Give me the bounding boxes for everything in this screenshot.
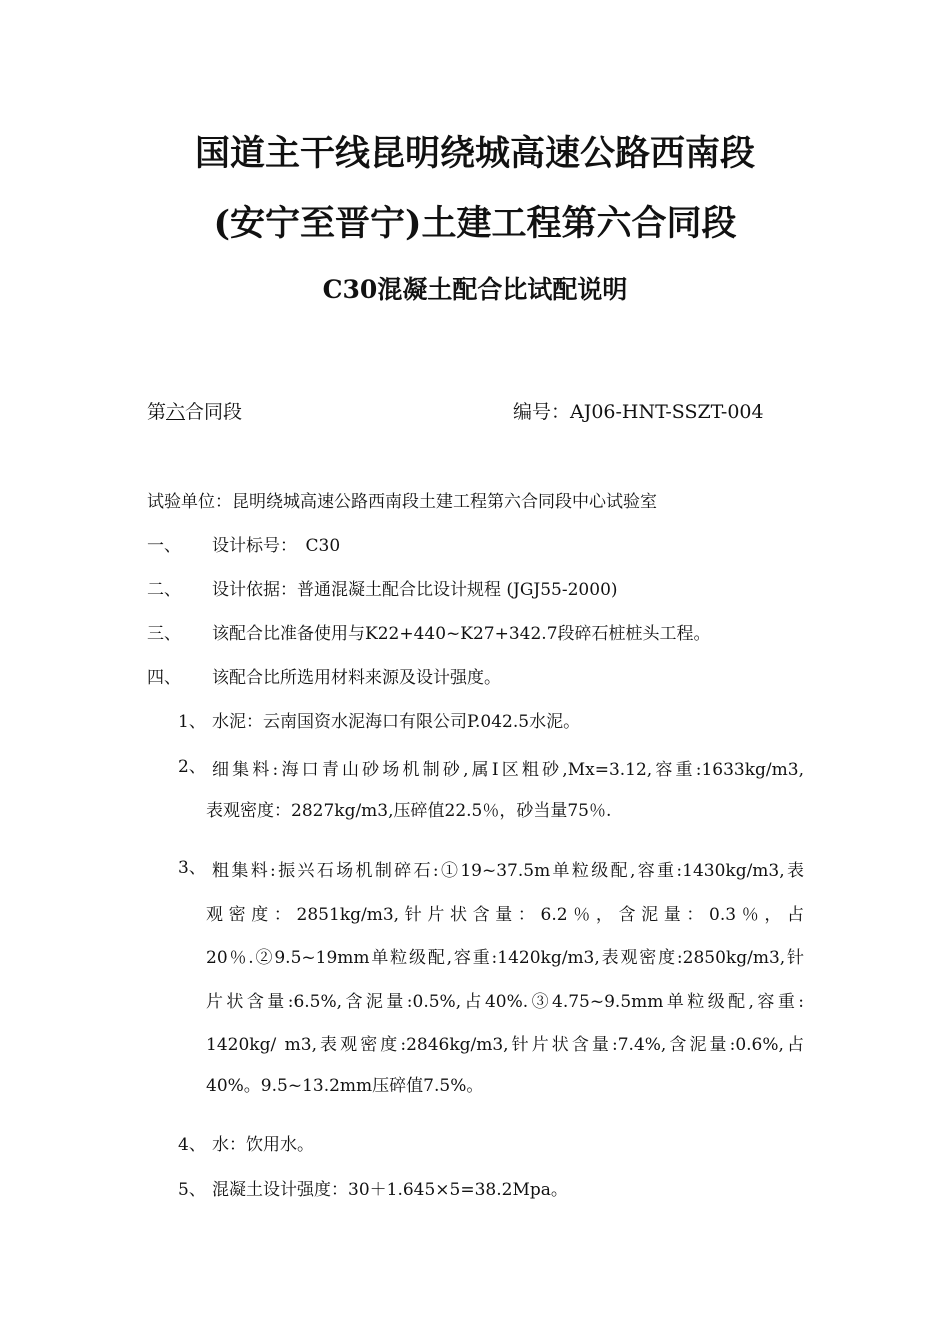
item-number-4: 四、 <box>147 668 181 688</box>
section-prefix: 第 <box>147 401 167 423</box>
fine-aggregate-number: 2、 <box>178 757 206 777</box>
item-text-1: 设计标号： C30 <box>212 536 341 556</box>
coarse-aggregate-number: 3、 <box>178 858 206 878</box>
contract-section <box>147 400 242 424</box>
coarse-aggregate-line-2: 观密度：2851kg/m3,针片状含量：6.2％，含泥量：0.3％，占 <box>206 905 804 925</box>
item-text-4: 该配合比所选用材料来源及设计强度。 <box>212 668 501 688</box>
item-number-1: 一、 <box>147 536 181 556</box>
cement-number: 1、 <box>178 712 206 732</box>
title-line-1: 国道主干线昆明绕城高速公路西南段 <box>194 133 755 174</box>
cement-text: 水泥：云南国资水泥海口有限公司P.042.5水泥。 <box>212 712 581 732</box>
coarse-aggregate-line-4: 片状含量:6.5%,含泥量:0.5%,占40%.③4.75~9.5mm单粒级配,容重: <box>206 992 804 1012</box>
coarse-aggregate-line-5: 1420kg/ m3,表观密度:2846kg/m3,针片状含量:7.4%,含泥量:0.6%,占 <box>206 1035 804 1055</box>
item-number-2: 二、 <box>147 580 181 600</box>
item-number-3: 三、 <box>147 624 181 644</box>
coarse-aggregate-line-1: 粗集料:振兴石场机制碎石:①19~37.5m单粒级配,容重:1430kg/m3,表 <box>212 861 804 881</box>
water-text: 水：饮用水。 <box>212 1135 314 1155</box>
item-text-2: 设计依据：普通混凝土配合比设计规程 (JGJ55-2000) <box>212 580 618 600</box>
section-suffix: 合同段 <box>185 401 243 423</box>
item-text-3: 该配合比准备使用与K22+440~K27+342.7段碎石桩桩头工程。 <box>212 624 711 644</box>
design-strength-number: 5、 <box>178 1180 206 1200</box>
fine-aggregate-line-1: 细集料:海口青山砂场机制砂,属Ⅰ区粗砂,Mx=3.12,容重:1633kg/m3, <box>212 760 804 780</box>
title-line-2: (安宁至晋宁)土建工程第六合同段 <box>213 203 737 244</box>
document-number: 编号：AJ06-HNT-SSZT-004 <box>513 401 764 423</box>
fine-aggregate-line-2: 表观密度：2827kg/m3,压碎值22.5％，砂当量75％. <box>206 801 612 821</box>
document-subtitle: C30混凝土配合比试配说明 <box>322 275 628 304</box>
coarse-aggregate-line-3: 20％.②9.5~19mm单粒级配,容重:1420kg/m3,表观密度:2850kg/m3,针 <box>206 948 804 968</box>
design-strength-text: 混凝土设计强度：30＋1.645×5=38.2Mpa。 <box>212 1180 568 1200</box>
section-number: 六 <box>166 401 186 423</box>
test-unit: 试验单位：昆明绕城高速公路西南段土建工程第六合同段中心试验室 <box>147 492 657 512</box>
coarse-aggregate-line-6: 40%。9.5~13.2mm压碎值7.5%。 <box>206 1076 484 1096</box>
water-number: 4、 <box>178 1135 206 1155</box>
